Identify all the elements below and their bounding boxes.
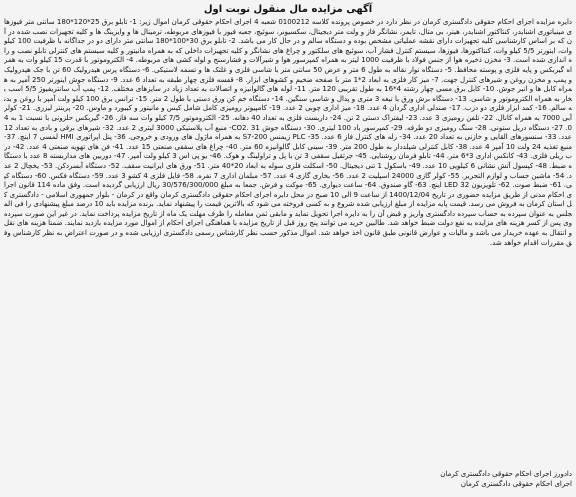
notice-footer <box>4 469 572 489</box>
notice-body: دایره مزایده اجرای احکام حقوقی دادگستری کرمان در نظر دارد در خصوص پرونده کلاسه 0100212 شعبه 4 اجرای احکام حقوقی کرمان اموال زیر: 1- تابلو برق 25*120*180 سانتی متر فیوزهای مینیاتوری اشنایدر، کنتاکتور اشنایدر، هیتر، بی متال، تایمر، نشانگر فاز و ولت متر دیجیتال، سکسیونر، سوئیچ، جعبه فیوز با فیوزهای مربوطه، ترمینال ها و وایرینگ ها و کلیه تجهیزات نصب شده در آن که بر اساس کارشناسی کلیه تجهیزات دارای نقشه عملیاتی مشخص بوده و دستگاه سالم و در حال کار می باشد. 2- تابلو برق 30*100*180 سانتی متر دارای دو در جداگانه با ظرفیت 100 کیلو وات، اینورتر 5/5 کیلو وات، کنتاکتورها، فیوزها، سیستم کنترل فشار آب، سوئیچ های سلکتور و چراغ های نشانگر و کلیه تجهیزات داخلی که به همراه مانیتور و کلیه سیستم های کنترلی تابلو نصب و راه اندازی شده است. 3- مخزن ذخیره هوا از جنس فولاد با ظرفیت 1000 لیتر به همراه کمپرسور هوا و شیرآلات و فشارسنج و لوله کشی های مربوطه. 4- الکتروموتور با قدرت 15 کیلو وات به همراه گیربکس و پایه فلزی و پوسته محافظ. 5- دستگاه نوار نقاله به طول 6 متر و عرض 50 سانتی متر با شاسی فلزی و غلتک ها و تسمه لاستیکی. 6- دستگاه پرس هیدرولیک 60 تن با جک هیدرولیک و پمپ و مخزن روغن و شیرهای کنترل جهت. 7- میز کار فلزی به ابعاد 2*1 متر با صفحه ضخیم و کشوهای ابزار. 8- قفسه فلزی چهار طبقه به تعداد 6 عدد. 9- دستگاه جوش اینورتر 250 آمپر به همراه کابل ها و انبر جوش. 10- کابل برق مسی چهار رشته 4*16 به طول تقریبی 120 متر. 11- لوله های گالوانیزه و اتصالات به تعداد زیاد در سایزهای مختلف. 12- پمپ آب سانتریفیوژ 5/5 اسب بخار به همراه الکتروموتور و شاسی. 13- دستگاه برش ورق با تیغه 3 متری و پدال و شاسی سنگین. 14- دستگاه خم کن ورق دستی با طول 2 متر. 15- ترانس برق 100 کیلو ولت آمپر با روغن و بدنه سالم. 16- کمد ابزار فلزی دو درب. 17- صندلی اداری گردان 4 عدد. 18- میز اداری چوبی 2 عدد. 19- کامپیوتر رومیزی کامل شامل کیس و مانیتور و کیبورد و ماوس. 20- پرینتر لیزری. 21- کولر آبی 7000 به همراه کانال. 22- تلفن رومیزی 3 عدد. 23- لیفتراک دستی 2 تن. 24- داربست فلزی به تعداد 40 دهانه. 25- الکتروموتور 7/5 کیلو وات سه فاز. 26- گیربکس حلزونی با نسبت 1 به 40. 27- دستگاه دریل ستونی. 28- سنگ رومیزی دو طرفه. 29- کمپرسور باد 100 لیتری. 30- دستگاه جوش CO2. 31- منبع آب پلاستیکی 3000 لیتری 2 عدد. 32- شیرهای برقی و بادی به تعداد 12 عدد. 33- سنسورهای القایی و خازنی به تعداد 20 عدد. 34- رله های کنترل فاز 6 عدد. 35- PLC زیمنس S7-200 به همراه ماژول های ورودی و خروجی. 36- پنل اپراتوری HMI لمسی 7 اینچ. 37- منبع تغذیه 24 ولت 10 آمپر 4 عدد. 38- کابل کنترلی شیلددار به طول 200 متر. 39- سینی کابل گالوانیزه 60 متر. 40- چراغ های سقفی صنعتی 15 عدد. 41- فن های تهویه صنعتی 4 عدد. 42- درب ریلی فلزی. 43- کانکس اداری 3*6 متر. 44- تابلو فرمان روشنایی. 45- جرثقیل سقفی 3 تن با پل و تراولینگ و هوک. 46- یو پی اس 3 کیلو ولت آمپر. 47- دوربین های مداربسته 8 عدد با دستگاه ضبط. 48- کپسول آتش نشانی 6 کیلویی 10 عدد. 49- باسکول 1 تنی دیجیتال. 50- اسکلت فلزی سوله به ابعاد 20*40 متر. 51- ورق های ایرانیت سقف. 52- دستگاه آبسردکن. 53- یخچال 2 عدد. 54- ماشین حساب و لوازم التحریر. 55- کولر گازی 24000 اسپلیت 2 عدد. 56- بخاری گازی 4 عدد. 57- مبلمان اداری 7 نفره. 58- فایل فلزی 4 کشو 3 عدد. 59- دستگاه فکس. 60- دستگاه کپی. 61- ضبط صوت. 62- تلویزیون LED 32 اینچ. 63- گاو صندوق. 64- ساعت دیواری. 65- موکت و فرش. جمعا به مبلغ 30/576/300/000 ریال ارزیابی گردیده است. وفق ماده 114 قانون اجرای احکام مدنی از طریق مزایده حضوری در تاریخ 1400/12/04 از ساعت 9 الی 10 صبح در محل دایره اجرای احکام حقوقی دادگستری کرمان واقع در کرمان - بلوار جمهوری اسلامی - دادگستری کل استان کرمان به فروش می رسد. قیمت پایه مزایده از مبلغ ارزیابی شده شروع و به کسی فروخته می شود که بالاترین قیمت را پیشنهاد نماید. برنده مزایده باید 10 درصد مبلغ پیشنهادی را فی المجلس به عنوان سپرده به حساب سپرده دادگستری واریز و قبض آن را به دایره اجرا تحویل نماید و مابقی ثمن معامله را ظرف مهلت یک ماه از تاریخ مزایده پرداخت نماید. در غیر این صورت سپرده وی پس از کسر هزینه های مزایده به نفع دولت ضبط خواهد شد. طالبین خرید می توانند پنج روز قبل از تاریخ مزایده با هماهنگی اجرای احکام از اموال مورد مزایده بازدید نمایند. ضمنا هزینه های نقل و انتقال به عهده خریدار می باشد و مالیات و عوارض قانونی طبق قانون اخذ خواهد شد. اموال مذکور حسب نظر کارشناس رسمی دادگستری ارزیابی شده و در صورت اعتراض به نظر کارشناس وفق مقررات اقدام خواهد شد. <box>4 18 572 247</box>
notice-title: آگهی مزایده مال منقول نوبت اول <box>203 4 373 15</box>
footer-signature-line: دادورز اجرای احکام حقوقی دادگستری کرمان <box>440 470 572 478</box>
footer-office-line: اجرای احکام حقوقی دادگستری کرمان <box>460 480 572 488</box>
